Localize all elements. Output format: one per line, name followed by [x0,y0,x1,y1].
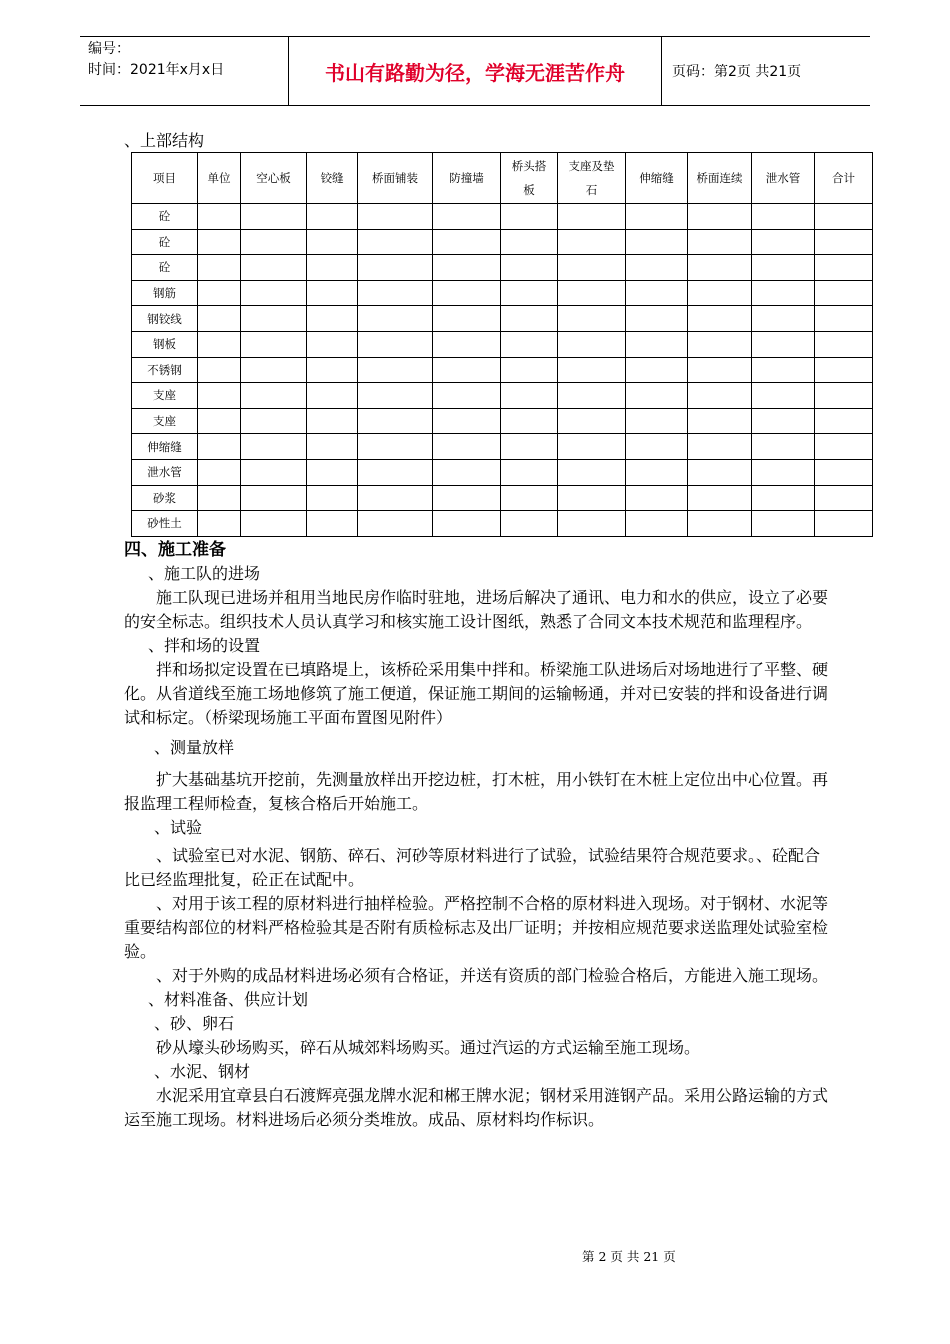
header-cell: 支座及垫石 [558,153,626,204]
table-cell [358,434,433,460]
table-cell [626,280,688,306]
table-row [132,331,873,357]
table-cell [752,280,815,306]
header-cell: 桥头搭板 [501,153,558,204]
table-body [132,204,873,537]
paragraph: 施工队现已进场并租用当地民房作临时驻地，进场后解决了通讯、电力和水的供应，设立了必要的安全标志。组织技术人员认真学习和核实施工设计图纸，熟悉了合同文本技术规范和监理程序。 [124,588,829,631]
row-label: 钢板 [132,331,198,357]
table-cell [307,459,358,485]
row-label: 砼 [132,255,198,281]
table-cell [752,331,815,357]
row-label: 支座 [132,383,198,409]
table-row [132,229,873,255]
table-cell [558,280,626,306]
materials-table [131,152,873,537]
table-cell [626,383,688,409]
row-label: 砼 [132,229,198,255]
table-cell [307,255,358,281]
table-cell [815,357,873,383]
table-cell [688,229,752,255]
paragraph: 、对用于该工程的原材料进行抽样检验。严格控制不合格的原材料进入现场。对于钢材、水泥等重要结构部位的材料严格检验其是否附有质检标志及出厂证明；并按相应规范要求送监理处试验室检验。 [124,894,829,961]
row-label: 砂浆 [132,485,198,511]
table-cell [815,280,873,306]
table-cell [198,204,241,230]
table-cell [752,255,815,281]
table-cell [626,459,688,485]
table-cell [688,434,752,460]
table-cell [241,204,307,230]
subheading: 、砂、卵石 [154,1014,235,1033]
table-cell [241,255,307,281]
header-cell: 桥面铺装 [358,153,433,204]
table-cell [688,459,752,485]
table-cell [241,485,307,511]
table-cell [688,280,752,306]
table-cell [558,229,626,255]
section-content [124,538,830,1132]
paragraph: 扩大基础基坑开挖前，先测量放样出开挖边桩，打木桩，用小铁钉在木桩上定位出中心位置。再报监理工程师检查，复核合格后开始施工。 [124,770,829,813]
header-cell: 防撞墙 [433,153,501,204]
table-cell [752,204,815,230]
table-cell [752,511,815,537]
table-cell [558,357,626,383]
table-cell [307,408,358,434]
table-cell [433,306,501,332]
table-cell [307,357,358,383]
header-cell: 项目 [132,153,198,204]
table-cell [241,383,307,409]
table-cell [307,204,358,230]
table-cell [558,383,626,409]
table-cell [198,511,241,537]
table-cell [358,357,433,383]
table-cell [688,408,752,434]
table-cell [198,383,241,409]
row-label: 泄水管 [132,459,198,485]
table-cell [433,280,501,306]
row-label: 钢筋 [132,280,198,306]
table-row [132,485,873,511]
table-row [132,280,873,306]
paragraph: 拌和场拟定设置在已填路堤上，该桥砼采用集中拌和。桥梁施工队进场后对场地进行了平整、硬化。从省道线至施工场地修筑了施工便道，保证施工期间的运输畅通，并对已安装的拌和设备进行调试和标定。（桥梁现场施工平面布置图见附件） [124,660,829,727]
table-cell [198,357,241,383]
table-cell [307,331,358,357]
table-cell [501,357,558,383]
table-cell [752,408,815,434]
section-title: 、上部结构 [124,131,205,150]
table-cell [626,204,688,230]
table-row [132,306,873,332]
table-cell [688,306,752,332]
paragraph: 、试验室已对水泥、钢筋、碎石、河砂等原材料进行了试验，试验结果符合规范要求。、砼配合比已经监理批复，砼正在试配中。 [124,846,821,889]
table-cell [501,434,558,460]
table-cell [307,229,358,255]
table-cell [558,485,626,511]
table-cell [241,459,307,485]
table-cell [688,383,752,409]
table-cell [815,255,873,281]
row-label: 砼 [132,204,198,230]
header-cell: 合计 [815,153,873,204]
header-cell: 桥面连续 [688,153,752,204]
table-cell [626,485,688,511]
table-cell [241,511,307,537]
table-cell [558,306,626,332]
table-cell [433,434,501,460]
table-cell [198,229,241,255]
table-cell [626,306,688,332]
table-cell [307,306,358,332]
table-cell [501,280,558,306]
table-cell [198,485,241,511]
table-cell [815,485,873,511]
table-cell [626,357,688,383]
table-header-row [132,153,873,204]
table-row [132,204,873,230]
table-cell [558,511,626,537]
table-cell [501,383,558,409]
table-cell [688,204,752,230]
table-cell [815,511,873,537]
subheading: 、施工队的进场 [148,564,261,583]
paragraph: 水泥采用宜章县白石渡辉亮强龙牌水泥和郴王牌水泥；钢材采用涟钢产品。采用公路运输的方式运至施工现场。材料进场后必须分类堆放。成品、原材料均作标识。 [124,1086,829,1129]
section-heading: 四、施工准备 [124,540,226,560]
table-row [132,459,873,485]
table-cell [752,306,815,332]
table-cell [815,383,873,409]
table-cell [558,204,626,230]
table-cell [501,459,558,485]
table-cell [433,255,501,281]
table-cell [626,331,688,357]
header-cell: 伸缩缝 [626,153,688,204]
table-cell [501,408,558,434]
paragraph: 、对于外购的成品材料进场必须有合格证，并送有资质的部门检验合格后，方能进入施工现场。 [156,966,829,985]
row-label: 伸缩缝 [132,434,198,460]
table-cell [433,357,501,383]
table-cell [433,331,501,357]
table-cell [433,408,501,434]
subheading: 、测量放样 [154,738,235,757]
table-cell [752,383,815,409]
table-cell [626,255,688,281]
table-cell [688,331,752,357]
table-cell [501,331,558,357]
table-cell [626,511,688,537]
table-cell [815,434,873,460]
header-page-info: 页码：第2页 共21页 [672,64,802,80]
table-cell [752,459,815,485]
table-cell [198,306,241,332]
table-cell [307,383,358,409]
table-cell [688,357,752,383]
table-cell [752,434,815,460]
table-cell [358,306,433,332]
table-cell [358,331,433,357]
table-row [132,408,873,434]
table-row [132,511,873,537]
table-cell [558,459,626,485]
table-cell [198,434,241,460]
table-cell [558,408,626,434]
table-cell [815,229,873,255]
table-cell [307,434,358,460]
table-cell [815,459,873,485]
row-label: 支座 [132,408,198,434]
header-cell: 泄水管 [752,153,815,204]
table-cell [241,434,307,460]
table-row [132,255,873,281]
table-cell [358,280,433,306]
table-cell [433,511,501,537]
paragraph: 砂从壕头砂场购买，碎石从城郊料场购买。通过汽运的方式运输至施工现场。 [156,1038,701,1057]
table-cell [198,331,241,357]
table-cell [358,408,433,434]
table-cell [307,511,358,537]
subheading: 、水泥、钢材 [154,1062,251,1081]
table-cell [501,255,558,281]
table-cell [241,306,307,332]
header-cell: 空心板 [241,153,307,204]
table-cell [501,229,558,255]
page-footer: 第 2 页 共 21 页 [582,1249,676,1264]
table-cell [241,229,307,255]
page-header [80,36,870,106]
table-cell [198,280,241,306]
subheading: 、试验 [154,818,203,837]
header-number: 编号： [88,41,130,57]
table-cell [433,204,501,230]
header-time: 时间：2021年x月x日 [88,62,225,78]
header-meta [80,37,289,105]
row-label: 不锈钢 [132,357,198,383]
table-cell [501,204,558,230]
table-cell [626,408,688,434]
table-cell [752,485,815,511]
header-slogan: 书山有路勤为径，学海无涯苦作舟 [289,37,662,105]
header-cell: 铰缝 [307,153,358,204]
table-cell [433,459,501,485]
table-cell [198,408,241,434]
table-row [132,383,873,409]
subheading: 、材料准备、供应计划 [148,990,309,1009]
table-cell [358,485,433,511]
table-cell [626,229,688,255]
table-cell [558,434,626,460]
table-cell [358,383,433,409]
table-cell [241,331,307,357]
table-cell [501,485,558,511]
table-cell [198,255,241,281]
table-cell [241,357,307,383]
table-cell [815,306,873,332]
table-cell [241,280,307,306]
table-cell [688,511,752,537]
subheading: 、拌和场的设置 [148,636,261,655]
table-cell [501,511,558,537]
table-row [132,357,873,383]
table-cell [307,280,358,306]
table-cell [688,485,752,511]
row-label: 钢铰线 [132,306,198,332]
table-cell [433,485,501,511]
table-cell [558,255,626,281]
table-cell [307,485,358,511]
table-cell [358,204,433,230]
table-cell [358,255,433,281]
table-cell [433,383,501,409]
table-cell [752,229,815,255]
table-cell [815,408,873,434]
table-cell [626,434,688,460]
table-cell [358,459,433,485]
table-cell [752,357,815,383]
row-label: 砂性土 [132,511,198,537]
table-row [132,434,873,460]
table-cell [558,331,626,357]
table-cell [198,459,241,485]
table-cell [688,255,752,281]
table-cell [433,229,501,255]
table-cell [241,408,307,434]
table-cell [358,511,433,537]
table-cell [501,306,558,332]
header-cell: 单位 [198,153,241,204]
table-cell [815,331,873,357]
table-cell [358,229,433,255]
table-cell [815,204,873,230]
